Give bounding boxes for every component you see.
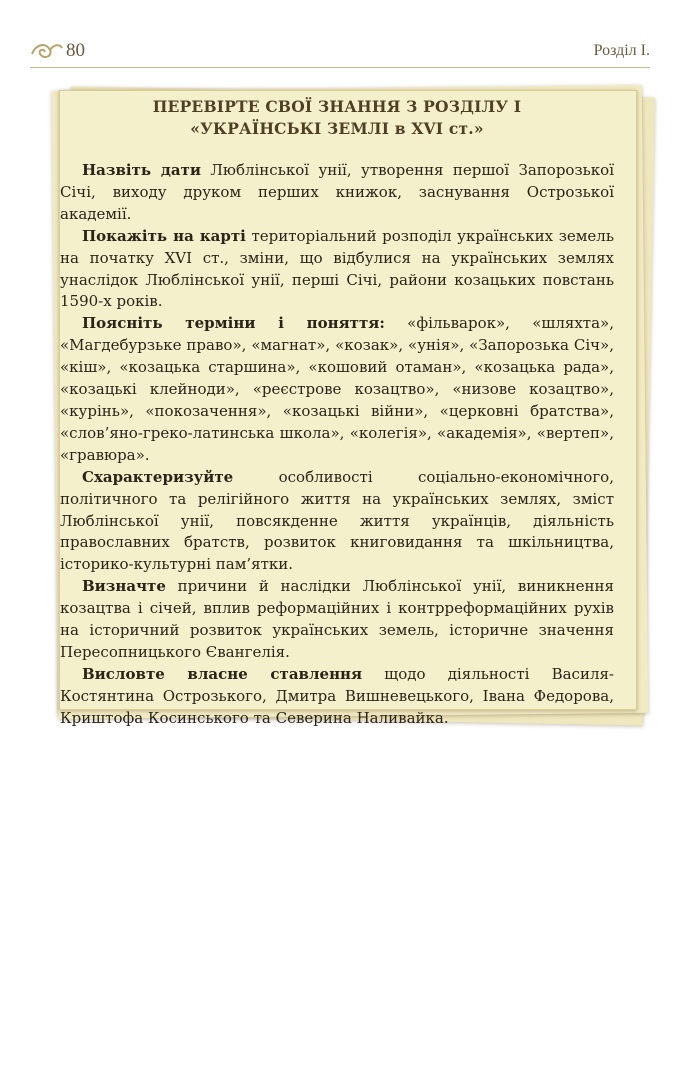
task-lead: Покажіть на карті	[82, 226, 246, 245]
task-text: територіальний розподіл українських земель на початку XVI ст., зміни, що відбулися на українських землях унаслідок Люблінської унії, перші Січі, райони козацьких повстань 1590-х років.	[60, 226, 614, 311]
page-number: 80	[66, 40, 85, 61]
review-title-line1: ПЕРЕВІРТЕ СВОЇ ЗНАННЯ З РОЗДІЛУ I	[152, 97, 522, 116]
task-lead: Визначте	[82, 577, 166, 596]
task-lead: Поясніть терміни і поняття:	[82, 314, 385, 333]
task-lead: Назвіть дати	[82, 161, 202, 179]
task-opinion	[60, 664, 614, 730]
task-lead: Висловте власне ставлення	[82, 664, 363, 683]
task-map	[60, 226, 614, 314]
task-characterize	[60, 467, 614, 577]
review-title-line2: «УКРАЇНСЬКІ ЗЕМЛІ в XVI ст.»	[190, 119, 484, 138]
task-text: причини й наслідки Люблінської унії, виникнення козацтва і січей, вплив реформаційних і контрреформаційних рухів на історичний розвиток українських земель, історичне значення Пересопницького Євангелія.	[60, 577, 614, 661]
review-content	[60, 96, 614, 730]
task-dates	[60, 160, 614, 226]
task-lead: Схарактеризуйте	[82, 467, 234, 486]
task-text: Люблінської унії, утворення першої Запорозької Січі, виходу друком перших книжок, заснування Острозької академії.	[60, 161, 614, 223]
page-header	[30, 34, 650, 64]
task-text: особливості соціально-економічного, політичного та релігійного життя на українських землях, зміст Люблінської унії, повсякденне життя українців, діяльність православних братств, розвиток книговидання та шкільництва, історико-культурні пам’ятки.	[60, 467, 614, 574]
task-text: щодо діяльності Василя-Костянтина Острозького, Дмитра Вишневецького, Івана Федорова, Криштофа Косинського та Северина Наливайка.	[60, 664, 615, 727]
task-text: «фільварок», «шляхта», «Магдебурзьке право», «магнат», «козак», «унія», «Запорозька Січ», «кіш», «козацька старшина», «кошовий отаман», «козацька рада», «козацькі клейноди», «реєстрове козацтво», «низове козацтво», «курінь», «покозачення», «козацькі війни», «церковні братства», «слов’яно-греко-латинська школа», «колегія», «академія», «вертеп», «гравюра».	[60, 314, 614, 464]
section-label: Розділ I.	[593, 42, 650, 59]
task-determine	[60, 576, 614, 664]
review-title	[60, 96, 614, 140]
ornament-icon	[30, 38, 64, 62]
task-terms	[60, 313, 614, 466]
header-divider	[30, 67, 650, 68]
